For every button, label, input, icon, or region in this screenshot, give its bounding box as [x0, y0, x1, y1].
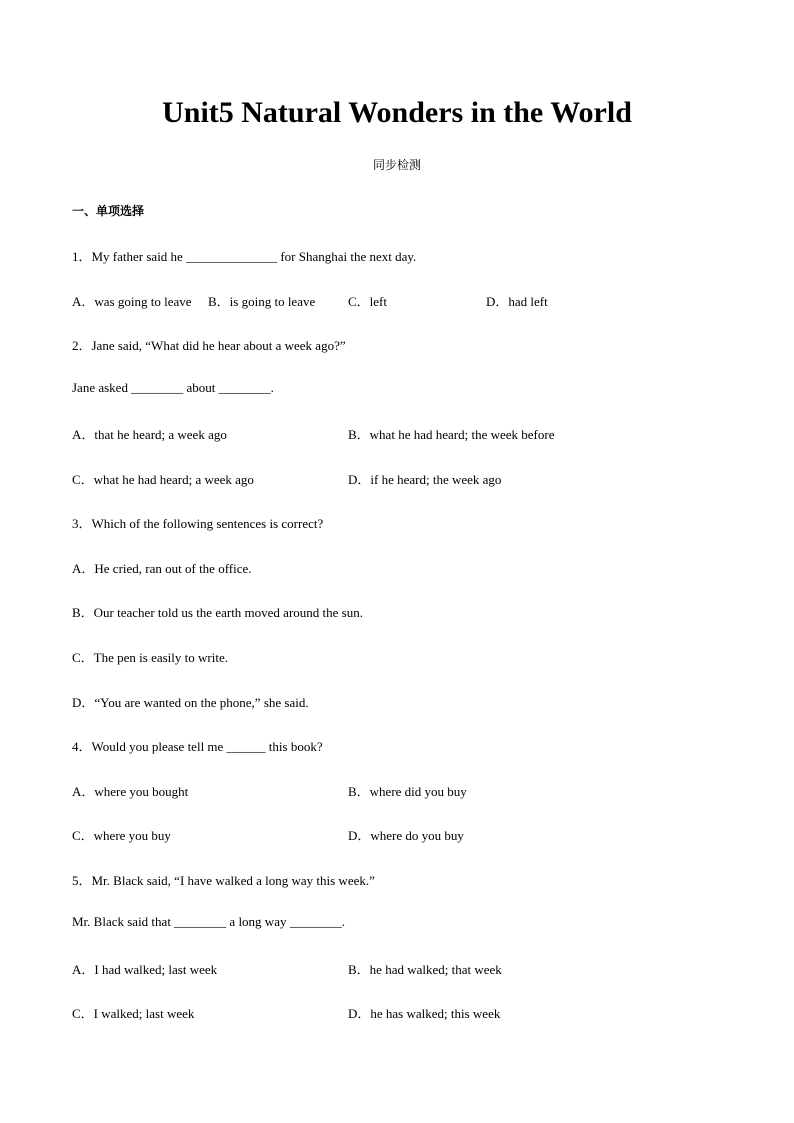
- question-5-option-a: A．I had walked; last week: [72, 962, 218, 977]
- question-3-stem: 3．Which of the following sentences is correct?: [72, 516, 324, 531]
- question-4-option-b: B．where did you buy: [348, 784, 467, 799]
- question-2-option-b: B．what he had heard; the week before: [348, 427, 555, 442]
- question-3-option-d: D．“You are wanted on the phone,” she said.: [72, 695, 309, 710]
- question-2-option-c: C．what he had heard; a week ago: [72, 472, 254, 487]
- question-1-option-d: D．had left: [486, 294, 548, 309]
- question-4-option-c: C．where you buy: [72, 828, 171, 843]
- question-5-stem: 5．Mr. Black said, “I have walked a long way this week.”: [72, 873, 375, 888]
- question-1-option-c: C．left: [348, 294, 387, 309]
- question-3-option-a: A．He cried, ran out of the office.: [72, 561, 252, 576]
- question-2-stem-continued: Jane asked ________ about ________.: [72, 380, 274, 395]
- question-4-option-d: D．where do you buy: [348, 828, 464, 843]
- question-5-option-c: C．I walked; last week: [72, 1006, 195, 1021]
- question-5-option-b: B．he had walked; that week: [348, 962, 502, 977]
- question-3-option-c: C．The pen is easily to write.: [72, 650, 228, 665]
- page-title: Unit5 Natural Wonders in the World: [162, 96, 632, 129]
- question-4-stem: 4．Would you please tell me ______ this book?: [72, 739, 323, 754]
- page-subtitle: 同步检测: [372, 158, 421, 172]
- question-5-stem-continued: Mr. Black said that ________ a long way ________.: [72, 914, 345, 929]
- question-1-option-b: B．is going to leave: [208, 294, 316, 309]
- section-heading: 一、单项选择: [72, 204, 145, 218]
- question-2-option-a: A．that he heard; a week ago: [72, 427, 227, 442]
- question-4-option-a: A．where you bought: [72, 784, 189, 799]
- question-3-option-b: B．Our teacher told us the earth moved around the sun.: [72, 605, 363, 620]
- question-1-stem: 1．My father said he ______________ for Shanghai the next day.: [72, 249, 417, 264]
- question-1-option-a: A．was going to leave: [72, 294, 192, 309]
- question-2-option-d: D．if he heard; the week ago: [348, 472, 502, 487]
- question-2-stem: 2．Jane said, “What did he hear about a week ago?”: [72, 338, 346, 353]
- question-5-option-d: D．he has walked; this week: [348, 1006, 501, 1021]
